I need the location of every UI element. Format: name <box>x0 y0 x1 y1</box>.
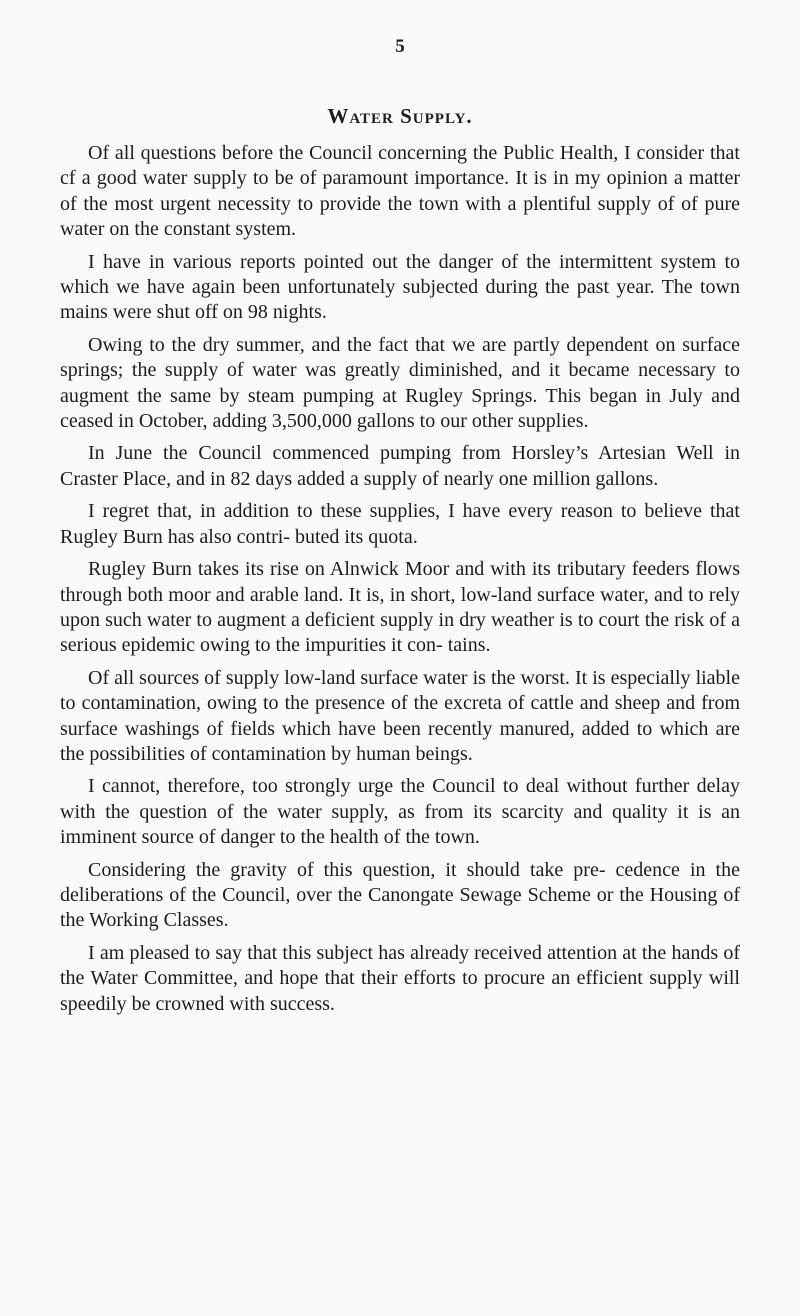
paragraph-8: I cannot, therefore, too strongly urge the Council to deal without further delay with the question of the water supply, as from its scarcity and quality it is an imminent source of danger to the health of the town. <box>60 775 740 849</box>
paragraph-6: Rugley Burn takes its rise on Alnwick Moor and with its tributary feeders flows through both moor and arable land. It is, in short, low-land surface water, and to rely upon such water to augment a deficient supply in dry weather is to court the risk of a serious epidemic owing to the impurities it con- tains. <box>60 558 740 657</box>
page-number: 5 <box>395 36 405 57</box>
paragraph-7: Of all sources of supply low-land surface water is the worst. It is especially liable to contamination, owing to the presence of the excreta of cattle and sheep and from surface washings of fields which have been recently manured, added to which are the possibilities of contamination by human beings. <box>60 666 740 765</box>
paragraph-4: In June the Council commenced pumping from Horsley’s Artesian Well in Craster Place, and in 82 days added a supply of nearly one million gallons. <box>60 442 740 490</box>
paragraph-9: Considering the gravity of this question, it should take pre- cedence in the deliberations of the Council, over the Canongate Sewage Scheme or the Housing of the Working Classes. <box>60 858 740 932</box>
paragraph-5: I regret that, in addition to these supplies, I have every reason to believe that Rugley Burn has also contri- buted its quota. <box>60 500 740 548</box>
paragraph-2: I have in various reports pointed out the danger of the intermittent system to which we have again been unfortunately subjected during the past year. The town mains were shut off on 98 nights. <box>60 250 740 324</box>
paragraph-3: Owing to the dry summer, and the fact that we are partly dependent on surface springs; the supply of water was greatly diminished, and it became necessary to augment the same by steam pumping at Rugley Springs. This began in July and ceased in October, adding 3,500,000 gallons to our other supplies. <box>60 333 740 433</box>
paragraph-10: I am pleased to say that this subject has already received attention at the hands of the Water Committee, and hope that their efforts to procure an efficient supply will speedily be crowned with success. <box>60 941 740 1015</box>
section-heading: Water Supply. <box>327 104 473 128</box>
body-text <box>60 141 740 1024</box>
paragraph-1: Of all questions before the Council concerning the Public Health, I consider that cf a good water supply to be of paramount importance. It is in my opinion a matter of the most urgent necessity to provide the town with a plentiful supply of of pure water on the constant system. <box>60 142 740 241</box>
